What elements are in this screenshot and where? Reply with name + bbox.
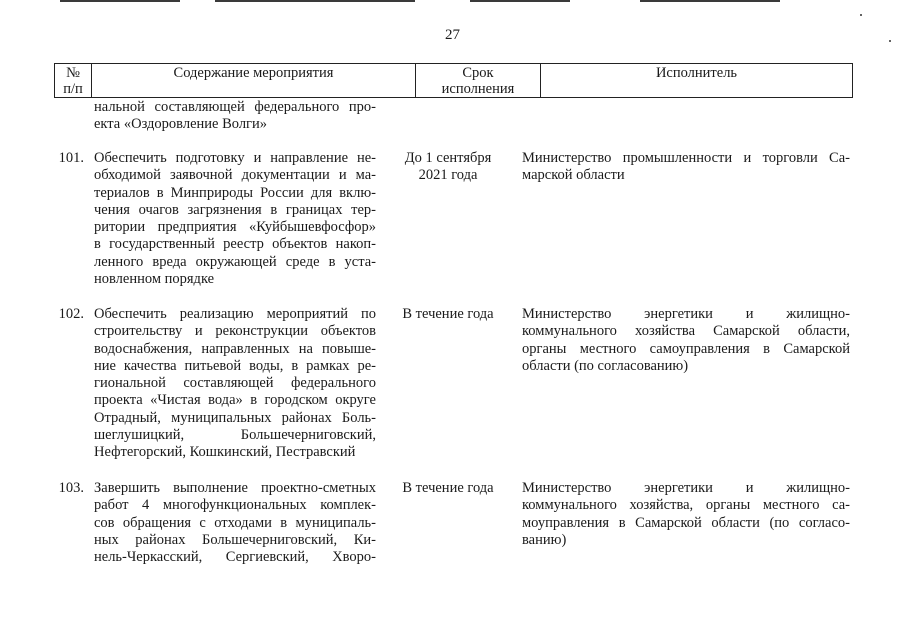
item-number: 103. — [58, 480, 84, 496]
content-line: нальной составляющей федерального про- — [94, 99, 376, 115]
scan-edge-mark — [60, 0, 180, 2]
scan-speck — [860, 14, 862, 16]
item-performer — [522, 306, 850, 375]
item-content — [94, 480, 376, 566]
scan-edge-mark — [215, 0, 415, 2]
item-number: 101. — [58, 150, 84, 166]
item-content — [94, 306, 376, 462]
header-term — [416, 64, 541, 98]
header-num-text: № п/п — [63, 65, 83, 97]
header-content: Содержание мероприятия — [92, 64, 416, 98]
performer-line: коммунального хозяйства Самарской области, — [522, 323, 850, 340]
header-term-text: Срок исполнения — [441, 65, 515, 97]
item-term — [388, 150, 508, 185]
content-line: водоснабжения, направленных на повыше- — [94, 340, 376, 357]
item-number: 102. — [58, 306, 84, 322]
item-term — [388, 480, 508, 497]
content-line: обходимой заявочной документации и ма- — [94, 167, 376, 184]
content-line: чения очагов загрязнения в границах тер- — [94, 201, 376, 218]
content-line: ленного вреда окружающей среде в уста- — [94, 253, 376, 270]
content-line: нель-Черкасский, Сергиевский, Хворо- — [94, 549, 376, 566]
performer-line: органы местного самоуправления в Самарской — [522, 340, 850, 357]
performer-line: Министерство промышленности и торговли Са- — [522, 150, 850, 166]
performer-line: Министерство энергетики и жилищно- — [522, 480, 850, 496]
content-line: проекта «Чистая вода» в городском округе — [94, 392, 376, 409]
content-line: гиональной составляющей федерального — [94, 375, 376, 392]
item-performer — [522, 480, 850, 549]
header-num — [55, 64, 92, 98]
content-line: шеглушицкий, Большечерниговский, — [94, 427, 376, 444]
content-line: екта «Оздоровление Волги» — [94, 116, 268, 133]
performer-line: марской области — [522, 167, 625, 184]
scan-edge-mark — [640, 0, 780, 2]
content-line: строительству и реконструкции объектов — [94, 323, 376, 340]
continuation-content — [94, 99, 376, 134]
content-line: ритории предприятия «Куйбышевфосфор» — [94, 219, 376, 236]
performer-line: области (по согласованию) — [522, 357, 689, 374]
content-line: ние качества питьевой воды, в рамках ре- — [94, 357, 376, 374]
performer-line: Министерство энергетики и жилищно- — [522, 306, 850, 322]
page-number: 27 — [445, 27, 460, 43]
term-line: 2021 года — [418, 167, 478, 184]
term-line: В течение года — [402, 480, 494, 496]
item-performer — [522, 150, 850, 185]
scan-edge-mark — [470, 0, 570, 2]
table-header — [54, 63, 853, 98]
header-performer: Исполнитель — [541, 64, 853, 98]
content-line: Нефтегорский, Кошкинский, Пестравский — [94, 444, 356, 461]
item-content — [94, 150, 376, 288]
performer-line: моуправления в Самарской области (по согласо- — [522, 514, 850, 531]
content-line: сов обращения с отходами в муниципаль- — [94, 514, 376, 531]
performer-line: ванию) — [522, 531, 567, 548]
content-line: ных районах Большечерниговский, Ки- — [94, 531, 376, 548]
content-line: териалов в Минприроды России для вклю- — [94, 184, 376, 201]
term-line: В течение года — [402, 306, 494, 322]
content-line: Отрадный, муниципальных районах Боль- — [94, 409, 376, 426]
term-line: До 1 сентября — [404, 150, 492, 166]
performer-line: коммунального хозяйства, органы местного са- — [522, 497, 850, 514]
content-line: Обеспечить реализацию мероприятий по — [94, 306, 376, 322]
item-term — [388, 306, 508, 323]
content-line: Обеспечить подготовку и направление не- — [94, 150, 376, 166]
content-line: в государственный реестр объектов накоп- — [94, 236, 376, 253]
content-line: Завершить выполнение проектно-сметных — [94, 480, 376, 496]
content-line: новленном порядке — [94, 271, 215, 288]
content-line: работ 4 многофункциональных комплек- — [94, 497, 376, 514]
